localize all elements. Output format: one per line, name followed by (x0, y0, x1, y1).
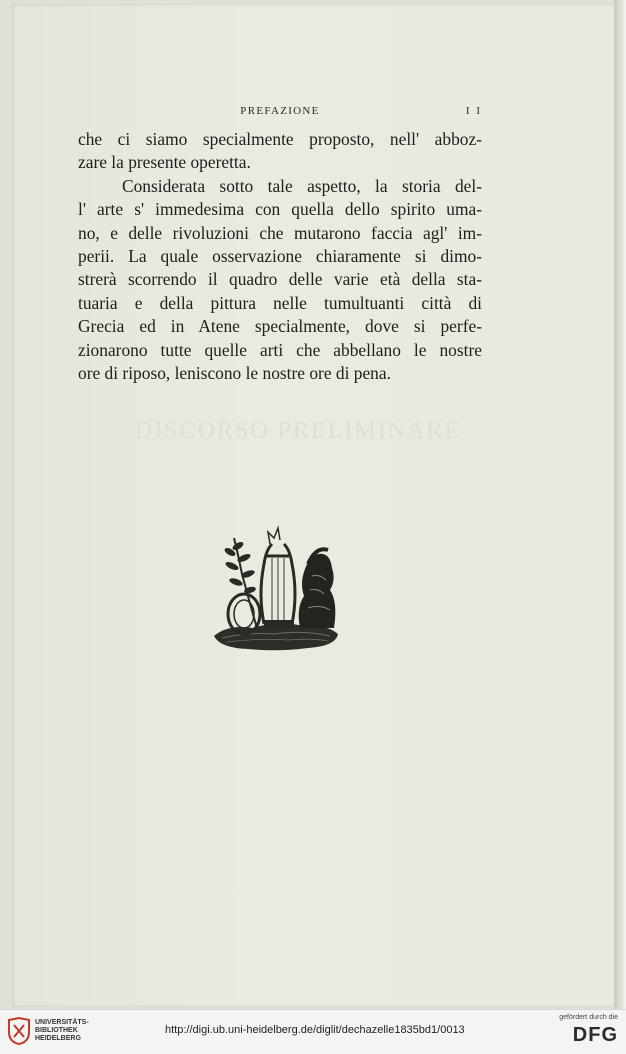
logo-line: BIBLIOTHEK (35, 1027, 78, 1034)
page-number: I I (465, 105, 482, 117)
text-line: zionarono tutte quelle arti che abbellano le nostre (78, 339, 482, 360)
running-head (78, 105, 482, 123)
running-head-title: PREFAZIONE (240, 105, 320, 117)
text-line: tuaria e della pittura nelle tumultuanti città di (78, 292, 482, 313)
text-line: no, e delle rivoluzioni che mutarono faccia agl' im- (78, 222, 482, 243)
funded-by-label: gefördert durch die (559, 1014, 618, 1021)
text-line: che ci siamo specialmente proposto, nell' abboz- (78, 129, 482, 149)
vignette-illustration (208, 524, 342, 656)
text-line: Grecia ed in Atene specialmente, dove si perfe- (78, 316, 482, 337)
body-text (78, 128, 482, 385)
text-line: strerà scorrendo il quadro delle varie età della sta- (78, 269, 482, 290)
dfg-logo: DFG (572, 1024, 618, 1046)
show-through-heading: DISCORSO PRELIMINARE (134, 418, 462, 444)
text-line: perii. La quale osservazione chiaramente si dimo- (78, 245, 482, 266)
text-line: Considerata sotto tale aspetto, la storia del- (122, 175, 482, 196)
text-line: ore di riposo, leniscono le nostre ore di pena. (78, 362, 391, 383)
viewer-footer (0, 1009, 626, 1054)
university-logo-text (35, 1019, 89, 1043)
logo-line: HEIDELBERG (35, 1035, 81, 1042)
page-edge (614, 0, 626, 1009)
text-line: zare la presente operetta. (78, 152, 251, 173)
logo-line: UNIVERSITÄTS- (35, 1019, 89, 1026)
permalink-url[interactable]: http://digi.ub.uni-heidelberg.de/diglit/dechazelle1835bd1/0013 (165, 1024, 465, 1036)
university-logo-icon (7, 1016, 31, 1046)
text-line: l' arte s' immedesima con quella dello spirito uma- (78, 199, 482, 220)
